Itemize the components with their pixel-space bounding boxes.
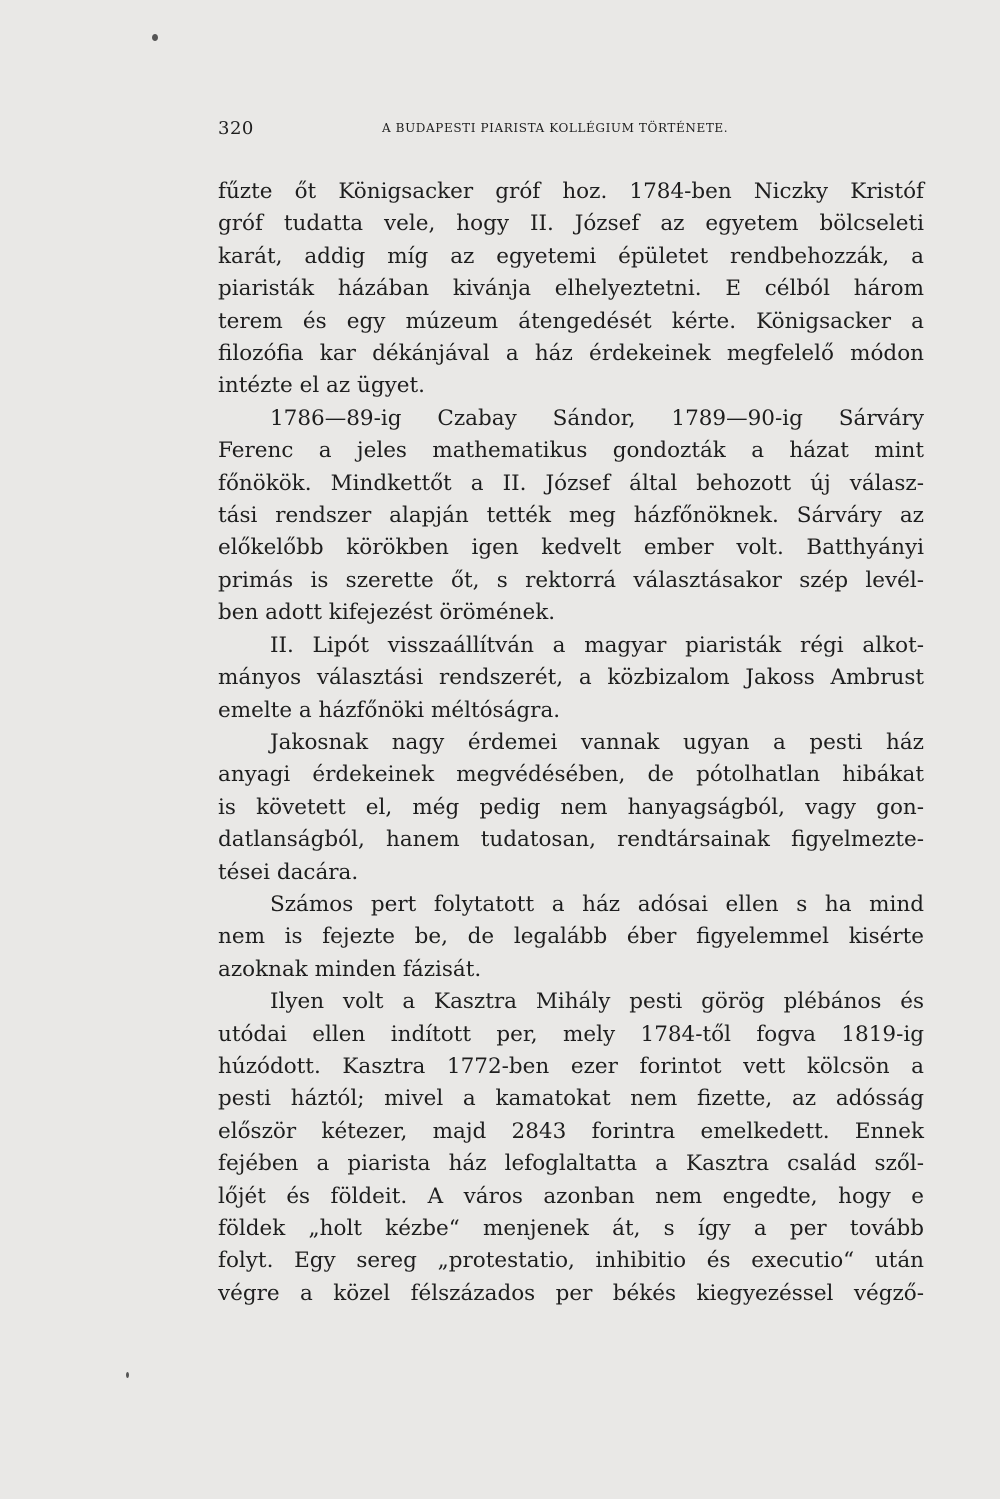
text-line: fejében a piarista ház lefoglaltatta a Kasztra család szől- — [218, 1151, 924, 1177]
text-line: Ilyen volt a Kasztra Mihály pesti görög plébános és — [270, 989, 924, 1015]
text-line: tései dacára. — [218, 859, 359, 885]
text-line: terem és egy múzeum átengedését kérte. Königsacker a — [218, 308, 924, 334]
text-line: karát, addig míg az egyetemi épületet rendbehozzák, a — [218, 243, 924, 269]
text-line: főnökök. Mindkettőt a II. József által behozott új válasz- — [218, 470, 924, 496]
text-line: Ferenc a jeles mathematikus gondozták a házat mint — [218, 438, 924, 464]
text-line: Jakosnak nagy érdemei vannak ugyan a pesti ház — [270, 729, 924, 755]
page-number: 320 — [218, 118, 254, 139]
text-line: folyt. Egy sereg „protestatio, inhibitio és executio“ után — [218, 1248, 924, 1274]
text-line: gróf tudatta vele, hogy II. József az egyetem bölcseleti — [218, 211, 924, 237]
paragraph — [218, 986, 924, 1310]
text-line: fűzte őt Königsacker gróf hoz. 1784-ben Niczky Kristóf — [218, 179, 924, 204]
ink-speck — [126, 1372, 129, 1378]
text-line: piaristák házában kivánja elhelyeztetni. E célból három — [218, 276, 924, 302]
paragraph — [218, 630, 924, 727]
text-line: azoknak minden fázisát. — [218, 956, 482, 982]
text-line: végre a közel félszázados per békés kiegyezéssel végző- — [218, 1280, 924, 1306]
text-line: anyagi érdekeinek megvédésében, de pótolhatlan hibákat — [218, 762, 924, 788]
text-line: datlanságból, hanem tudatosan, rendtársainak figyelmezte- — [218, 827, 924, 853]
text-line: mányos választási rendszerét, a közbizalom Jakoss Ambrust — [218, 665, 924, 691]
text-line: emelte a házfőnöki méltóságra. — [218, 697, 561, 723]
text-line: pesti háztól; mivel a kamatokat nem fizette, az adósság — [218, 1086, 924, 1112]
text-line: először kétezer, majd 2843 forintra emelkedett. Ennek — [218, 1118, 924, 1144]
text-line: tási rendszer alapján tették meg házfőnöknek. Sárváry az — [218, 503, 924, 529]
text-line: lőjét és földeit. A város azonban nem engedte, hogy e — [218, 1183, 924, 1209]
text-line: filozófia kar dékánjával a ház érdekeinek megfelelő módon — [218, 341, 924, 367]
text-line: utódai ellen indított per, mely 1784-től fogva 1819-ig — [218, 1021, 924, 1047]
text-line: földek „holt kézbe“ menjenek át, s így a per tovább — [218, 1216, 924, 1241]
text-line: primás is szerette őt, s rektorrá választásakor szép levél- — [218, 567, 924, 593]
paragraph — [218, 176, 924, 403]
text-line: II. Lipót visszaállítván a magyar piaristák régi alkot- — [270, 632, 924, 658]
text-line: nem is fejezte be, de legalább éber figyelemmel kisérte — [218, 924, 924, 950]
text-line: előkelőbb körökben igen kedvelt ember volt. Batthyányi — [218, 535, 924, 561]
body-text — [218, 176, 924, 1310]
text-line: húzódott. Kasztra 1772-ben ezer forintot vett kölcsön a — [218, 1053, 924, 1079]
text-line: is követett el, még pedig nem hanyagságból, vagy gon- — [218, 794, 924, 820]
running-title: A BUDAPESTI PIARISTA KOLLÉGIUM TÖRTÉNETE. — [382, 121, 729, 135]
page-header — [218, 118, 924, 142]
paragraph — [218, 889, 924, 986]
text-line: intézte el az ügyet. — [218, 373, 425, 399]
paragraph — [218, 727, 924, 889]
text-line: Számos pert folytatott a ház adósai ellen s ha mind — [270, 891, 924, 917]
text-line: 1786—89-ig Czabay Sándor, 1789—90-ig Sárváry — [270, 405, 924, 431]
ink-speck — [152, 34, 158, 41]
text-line: ben adott kifejezést örömének. — [218, 600, 556, 626]
paragraph — [218, 403, 924, 630]
